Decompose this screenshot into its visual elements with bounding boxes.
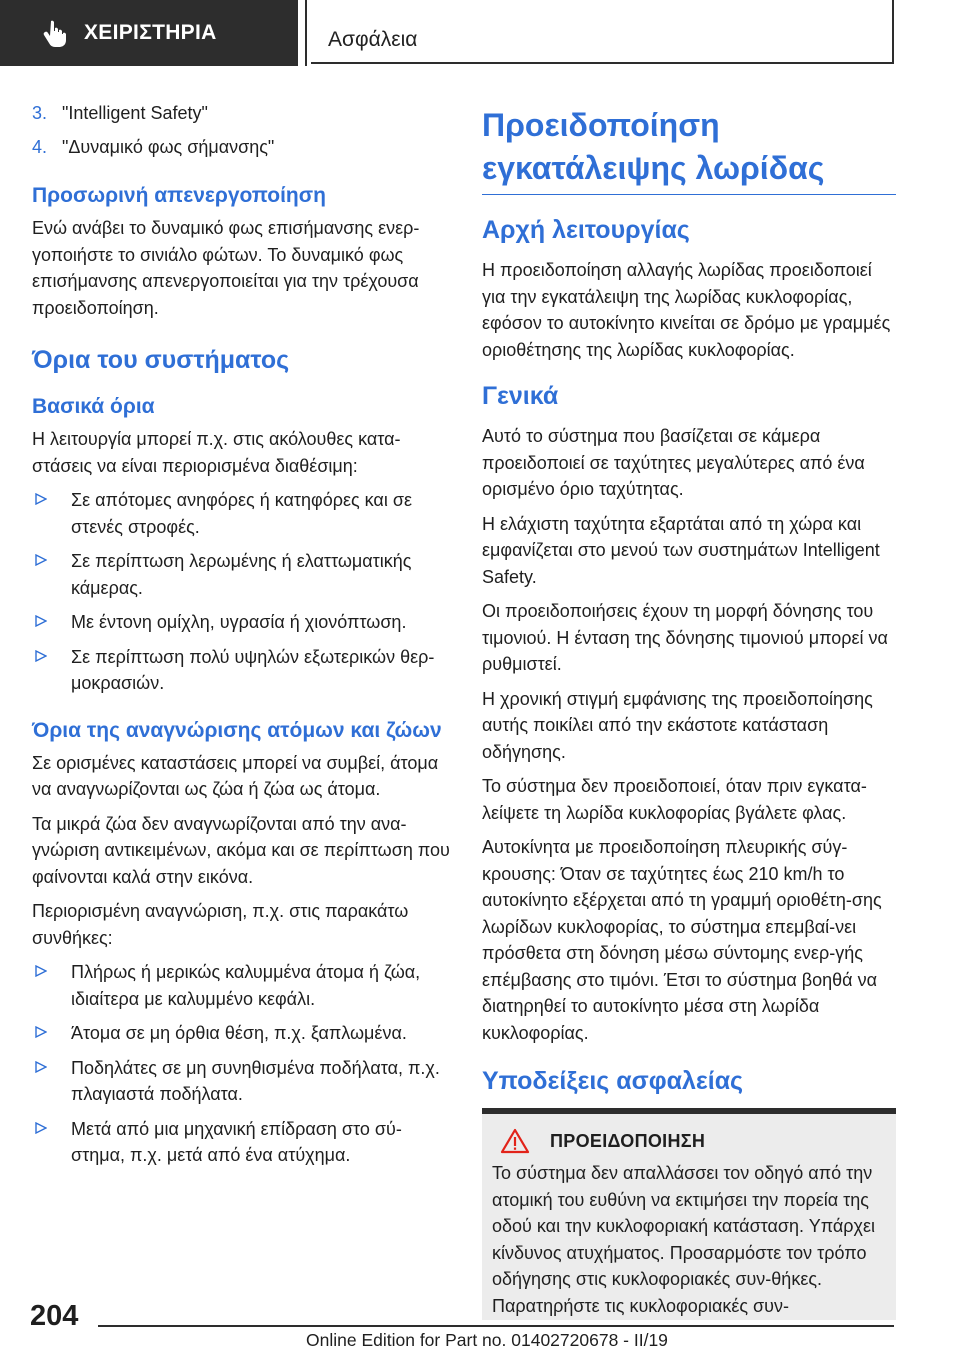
chapter-title: Ασφάλεια	[328, 28, 418, 51]
warning-triangle-icon	[500, 1128, 530, 1154]
warning-text: Το σύστημα δεν απαλλάσσει τον οδηγό από την ατομική του ευθύνη να εκτιμήσει την πορεία της οδού και την κυκλοφοριακή κατάσταση. Υπάρχει κίνδυνος ατυχήματος. Προσαρμόστε τον τρόπο οδήγησης στις κυκλοφοριακές συν-θήκες. Παρατηρήστε τις κυκλοφοριακές συν-	[492, 1163, 876, 1316]
right-column	[482, 104, 896, 1320]
warning-title: ΠΡΟΕΙΔΟΠΟΙΗΣΗ	[550, 1130, 706, 1151]
heading-temp-deactivation: Προσωρινή απενεργοποίηση	[32, 184, 326, 207]
paragraph: Η ελάχιστη ταχύτητα εξαρτάται από τη χώρα και εμφανίζεται στο μενού των συστημάτων Intelligent Safety.	[482, 513, 880, 587]
bullet-list	[32, 959, 450, 1169]
numbered-item	[32, 100, 450, 127]
list-item	[32, 1116, 450, 1169]
item-number: 3.	[32, 103, 48, 123]
triangle-bullet-icon	[32, 959, 71, 1012]
triangle-bullet-icon	[32, 487, 71, 540]
heading-person-animal-recognition: Όρια της αναγνώρισης ατόμων και ζώων	[32, 718, 442, 742]
heading-principle: Αρχή λειτουργίας	[482, 216, 690, 244]
paragraph: Αυτοκίνητα με προειδοποίηση πλευρικής σύγ-κρουσης: Όταν σε ταχύτητες έως 210 km/h το αυτοκίνητο εξέρχεται από τη γραμμή οριοθέτη-σης λωρίδων κυκλοφορίας, το σύστημα επεμβαί-νει πρόσθετα στη δόνηση μέσω σύντομης ενερ-γής επέμβασης στο τιμόνι. Έτσι το σύστημα βοηθά να διατηρηθεί το αυτοκίνητο μέσα στη λωρίδα κυκλοφορίας.	[482, 837, 882, 1043]
list-item-text: Σε απότομες ανηφόρες ή κατηφόρες και σε στενές στροφές.	[71, 490, 412, 537]
triangle-bullet-icon	[32, 1116, 71, 1169]
footer-rule	[98, 1325, 894, 1327]
footer-edition: Online Edition for Part no. 01402720678 - II/19	[306, 1330, 668, 1350]
list-item-text: Μετά από μια μηχανική επίδραση στο σύ-στημα, π.χ. μετά από ένα ατύχημα.	[71, 1118, 402, 1165]
triangle-bullet-icon	[32, 1020, 71, 1047]
hand-pointer-icon	[38, 16, 72, 50]
list-item	[32, 959, 450, 1012]
paragraph: Ενώ ανάβει το δυναμικό φως επισήμανσης ενερ-γοποιήστε το σινιάλο φώτων. Το δυναμικό φως επισήμανσης απενεργοποιείται για την τρέχουσα προειδοποίηση.	[32, 218, 420, 318]
item-text: "Δυναμικό φως σήμανσης"	[62, 136, 275, 157]
list-item	[32, 609, 450, 636]
paragraph: Αυτό το σύστημα που βασίζεται σε κάμερα προειδοποιεί σε ταχύτητες μεγαλύτερες από ένα ορισμένο όριο ταχύτητας.	[482, 426, 865, 499]
section-title: Προειδοποίηση εγκατάλειψης λωρίδας	[482, 107, 825, 186]
heading-general: Γενικά	[482, 382, 559, 410]
list-item	[32, 548, 450, 601]
heading-system-limits: Όρια του συστήματος	[32, 346, 290, 374]
header-title-box	[311, 0, 894, 64]
list-item-text: Με έντονη ομίχλη, υγρασία ή χιονόπτωση.	[71, 612, 407, 632]
warning-header	[492, 1128, 886, 1154]
paragraph: Η λειτουργία μπορεί π.χ. στις ακόλουθες κατα-στάσεις να είναι περιορισμένα διαθέσιμη:	[32, 429, 401, 476]
item-number: 4.	[32, 136, 48, 157]
list-item	[32, 1020, 450, 1047]
list-item	[32, 644, 450, 697]
triangle-bullet-icon	[32, 548, 71, 601]
triangle-bullet-icon	[32, 1055, 71, 1108]
warning-box	[482, 1108, 896, 1320]
item-text: "Intelligent Safety"	[62, 103, 208, 123]
list-item	[32, 1055, 450, 1108]
header-section-tab	[0, 0, 298, 66]
page-number: 204	[30, 1300, 79, 1332]
triangle-bullet-icon	[32, 644, 71, 697]
paragraph: Σε ορισμένες καταστάσεις μπορεί να συμβεί, άτομα να αναγνωρίζονται ως ζώα ή ζώα ως άτομα.	[32, 752, 439, 799]
heading-safety-notes: Υποδείξεις ασφαλείας	[482, 1067, 744, 1095]
paragraph: Περιορισμένη αναγνώριση, π.χ. στις παρακάτω συνθήκες:	[32, 901, 409, 948]
left-column	[32, 100, 450, 1177]
numbered-item	[32, 134, 450, 161]
list-item	[32, 487, 450, 540]
list-item-text: Πλήρως ή μερικώς καλυμμένα άτομα ή ζώα, ιδιαίτερα με καλυμμένο κεφάλι.	[71, 962, 421, 1009]
list-item-text: Σε περίπτωση λερωμένης ή ελαττωματικής κάμερας.	[71, 551, 412, 598]
title-rule	[482, 194, 896, 195]
heading-basic-limits: Βασικά όρια	[32, 395, 155, 418]
list-item-text: Σε περίπτωση πολύ υψηλών εξωτερικών θερ-μοκρασιών.	[71, 646, 435, 693]
paragraph: Το σύστημα δεν προειδοποιεί, όταν πριν εγκατα-λείψετε τη λωρίδα κυκλοφορίας βγάλετε φλας.	[482, 776, 867, 823]
section-label: ΧΕΙΡΙΣΤΗΡΙΑ	[84, 21, 217, 44]
list-item-text: Ποδηλάτες σε μη συνηθισμένα ποδήλατα, π.χ. πλαγιαστά ποδήλατα.	[71, 1057, 440, 1104]
paragraph: Η χρονική στιγμή εμφάνισης της προειδοποίησης αυτής ποικίλει από την εκάστοτε κατάσταση οδήγησης.	[482, 688, 873, 762]
paragraph: Οι προειδοποιήσεις έχουν τη μορφή δόνησης του τιμονιού. Η ένταση της δόνησης τιμονιού μπορεί να ρυθμιστεί.	[482, 601, 888, 674]
paragraph: Τα μικρά ζώα δεν αναγνωρίζονται από την ανα-γνώριση αντικειμένων, ακόμα και σε περίπτωση που φαίνονται καλά στην εικόνα.	[32, 813, 450, 887]
list-item-text: Άτομα σε μη όρθια θέση, π.χ. ξαπλωμένα.	[71, 1023, 407, 1043]
triangle-bullet-icon	[32, 609, 71, 636]
bullet-list	[32, 487, 450, 697]
paragraph: Η προειδοποίηση αλλαγής λωρίδας προειδοποιεί για την εγκατάλειψη της λωρίδας κυκλοφορίας, εφόσον το αυτοκίνητο κινείται σε δρόμο με γραμμές οριοθέτησης της λωρίδας κυκλοφορίας.	[482, 260, 891, 360]
